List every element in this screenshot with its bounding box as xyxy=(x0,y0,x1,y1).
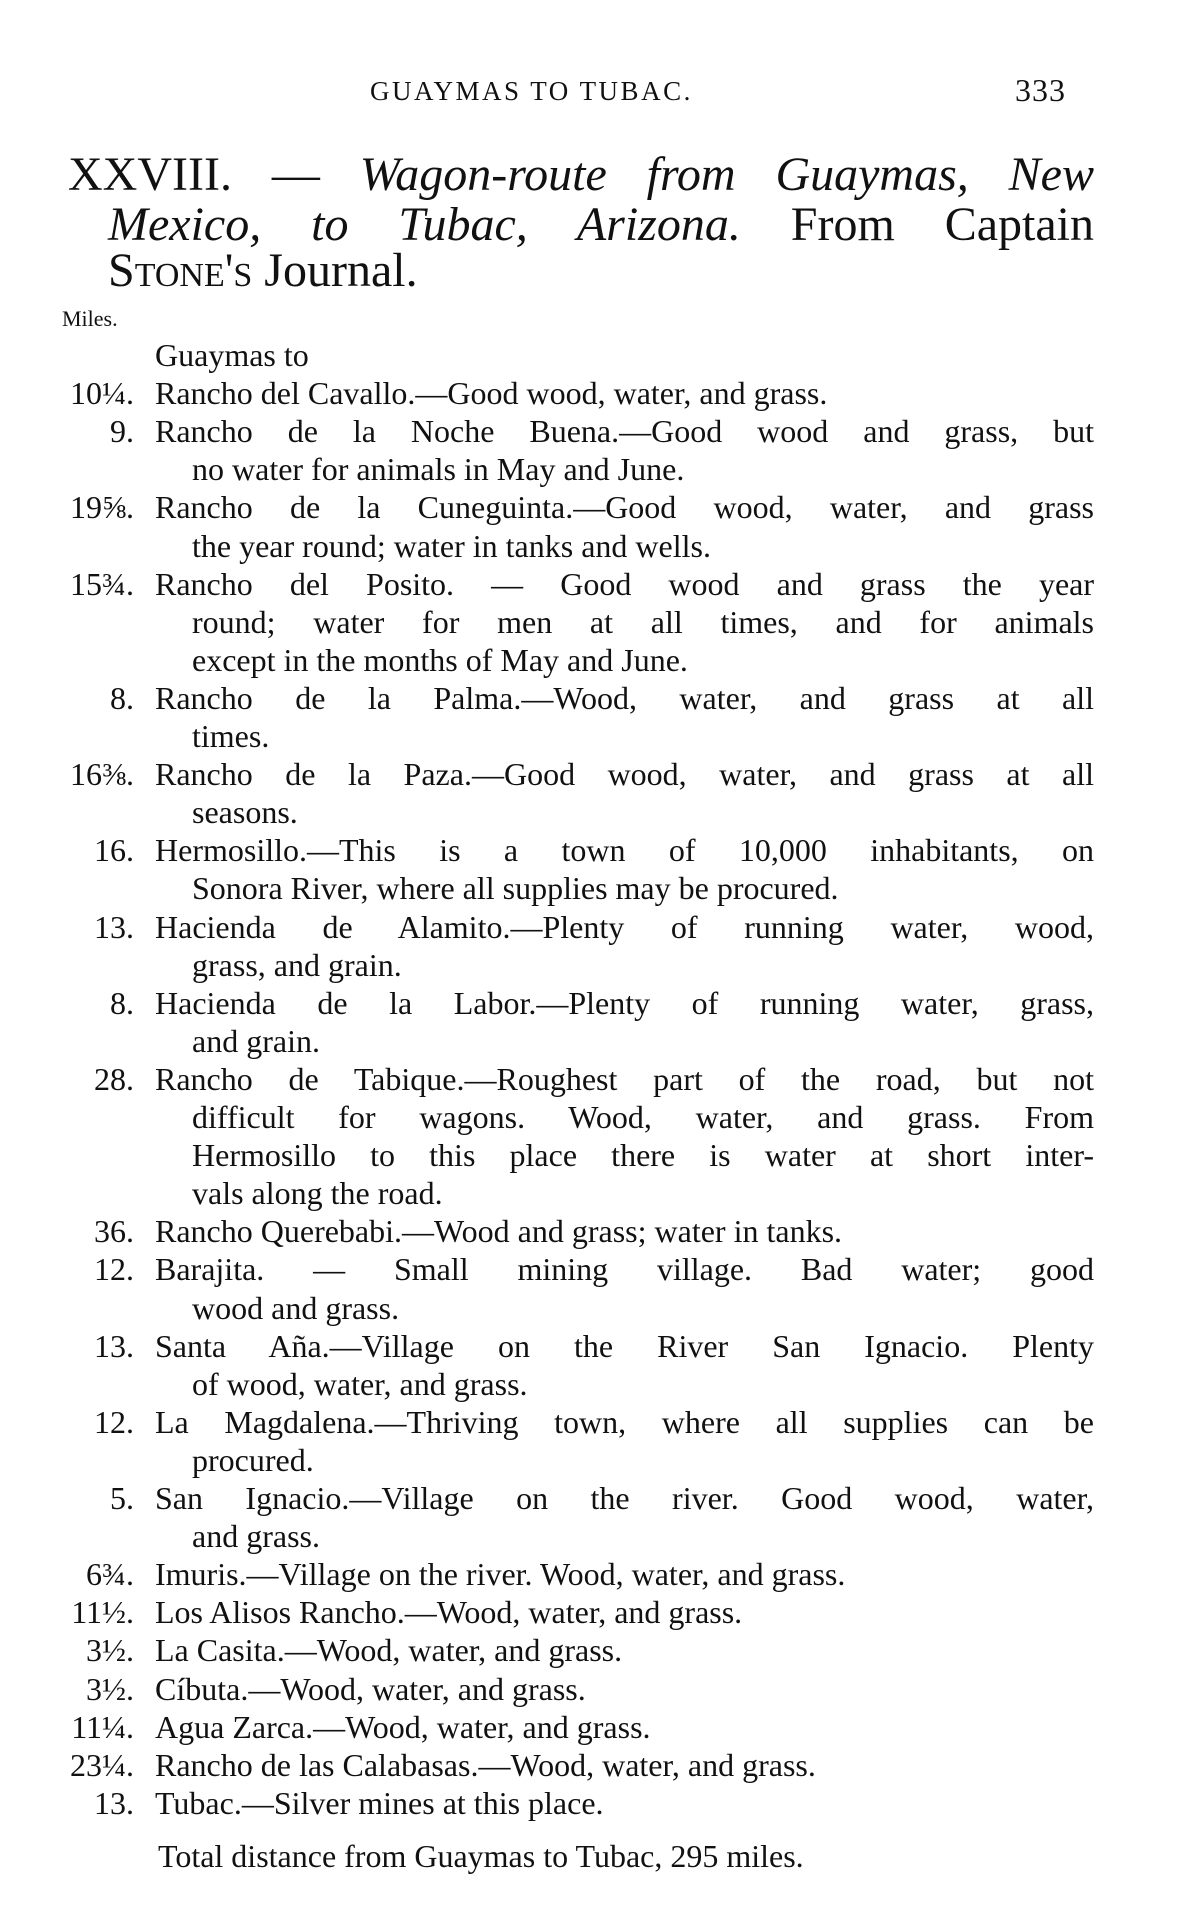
entry-line: round; water for men at all times, and for animals xyxy=(192,603,1094,640)
entry-line: La Casita.—Wood, water, and grass. xyxy=(155,1632,623,1669)
start-label: Guaymas to xyxy=(155,337,309,373)
section-title-italic-2: Mexico, to Tubac, Arizona. xyxy=(108,198,741,251)
entry-line: no water for animals in May and June. xyxy=(192,451,685,488)
entry-line: Hermosillo to this place there is water at short inter- xyxy=(192,1137,1094,1174)
entry-line: difficult for wagons. Wood, water, and grass. From xyxy=(192,1099,1094,1135)
entry-line: Agua Zarca.—Wood, water, and grass. xyxy=(155,1708,651,1745)
entry-line: vals along the road. xyxy=(192,1175,443,1212)
entry-line: and grass. xyxy=(192,1518,320,1555)
entry-miles: 11¼. xyxy=(71,1708,134,1745)
entry-line: Imuris.—Village on the river. Wood, water, and grass. xyxy=(155,1556,846,1593)
entry-line: Rancho Querebabi.—Wood and grass; water in tanks. xyxy=(155,1213,843,1250)
entry-line: Hacienda de la Labor.—Plenty of running water, grass, xyxy=(155,984,1094,1021)
section-title-line-1 xyxy=(68,150,1094,200)
entry-miles: 3½. xyxy=(86,1632,134,1669)
entry-line: and grain. xyxy=(192,1022,320,1059)
entry-miles: 10¼. xyxy=(70,375,134,412)
entry-line: Hacienda de Alamito.—Plenty of running water, wood, xyxy=(155,908,1094,945)
entry-miles: 8. xyxy=(110,984,134,1021)
author-name: Stone's xyxy=(108,244,253,297)
entry-line: Santa Aña.—Village on the River San Ignacio. Plenty xyxy=(155,1327,1094,1364)
entry-line: Rancho de Tabique.—Roughest part of the road, but not xyxy=(155,1060,1094,1097)
journal-label: Journal. xyxy=(252,244,418,297)
entry-miles: 8. xyxy=(110,679,134,716)
entry-miles: 12. xyxy=(94,1403,134,1440)
entry-line: Rancho de las Calabasas.—Wood, water, and grass. xyxy=(155,1746,816,1783)
section-title-source: From Captain xyxy=(790,198,1094,251)
entry-line: Rancho de la Cuneguinta.—Good wood, water, and grass xyxy=(155,489,1094,526)
entry-miles: 23¼. xyxy=(70,1746,134,1783)
entry-miles: 13. xyxy=(94,908,134,945)
entry-line: Hermosillo.—This is a town of 10,000 inhabitants, on xyxy=(155,832,1094,869)
entry-miles: 15¾. xyxy=(70,565,134,602)
section-title-line-3 xyxy=(108,246,1094,296)
entry-miles: 16. xyxy=(94,832,134,869)
entry-miles: 11½. xyxy=(71,1594,134,1631)
entry-miles: 13. xyxy=(94,1784,134,1821)
entry-line: Tubac.—Silver mines at this place. xyxy=(155,1784,604,1821)
running-head: GUAYMAS TO TUBAC. xyxy=(370,76,693,106)
entry-line: Los Alisos Rancho.—Wood, water, and grass. xyxy=(155,1594,743,1631)
entry-miles: 28. xyxy=(94,1060,134,1097)
entry-line: of wood, water, and grass. xyxy=(192,1365,528,1402)
entry-miles: 6¾. xyxy=(86,1556,134,1593)
entry-line: La Magdalena.—Thriving town, where all supplies can be xyxy=(155,1403,1094,1440)
entry-miles: 9. xyxy=(110,413,134,450)
total-distance: Total distance from Guaymas to Tubac, 295 miles. xyxy=(158,1838,804,1874)
entry-line: except in the months of May and June. xyxy=(192,641,688,678)
entry-line: Barajita. — Small mining village. Bad water; good xyxy=(155,1251,1094,1288)
entry-line: times. xyxy=(192,718,270,754)
section-title-italic-1: Wagon-route from Guaymas, New xyxy=(359,148,1094,201)
page-number: 333 xyxy=(1015,72,1066,108)
entry-line: San Ignacio.—Village on the river. Good wood, water, xyxy=(155,1480,1094,1516)
section-number: XXVIII. — xyxy=(68,148,360,201)
entry-line: seasons. xyxy=(192,794,298,831)
entry-line: wood and grass. xyxy=(192,1289,400,1326)
miles-column-label: Miles. xyxy=(62,306,118,331)
entry-line: Rancho de la Paza.—Good wood, water, and grass at all xyxy=(155,756,1094,793)
entry-miles: 16⅜. xyxy=(70,756,134,793)
entry-miles: 5. xyxy=(110,1480,134,1516)
section-title-line-2 xyxy=(108,200,1094,250)
entry-miles: 12. xyxy=(94,1251,134,1288)
entry-line: the year round; water in tanks and wells. xyxy=(192,527,711,564)
entry-miles: 19⅝. xyxy=(70,489,134,526)
entry-line: Rancho del Cavallo.—Good wood, water, and grass. xyxy=(155,375,828,412)
entry-miles: 36. xyxy=(94,1213,134,1250)
entry-line: grass, and grain. xyxy=(192,946,402,983)
entry-line: procured. xyxy=(192,1441,314,1478)
entry-miles: 13. xyxy=(94,1327,134,1364)
entry-line: Cíbuta.—Wood, water, and grass. xyxy=(155,1670,586,1707)
entry-line: Rancho de la Palma.—Wood, water, and grass at all xyxy=(155,679,1094,716)
entry-line: Sonora River, where all supplies may be procured. xyxy=(192,870,839,907)
entry-line: Rancho del Posito. — Good wood and grass the year xyxy=(155,565,1094,602)
entry-miles: 3½. xyxy=(86,1670,134,1707)
entry-line: Rancho de la Noche Buena.—Good wood and grass, but xyxy=(155,413,1094,450)
